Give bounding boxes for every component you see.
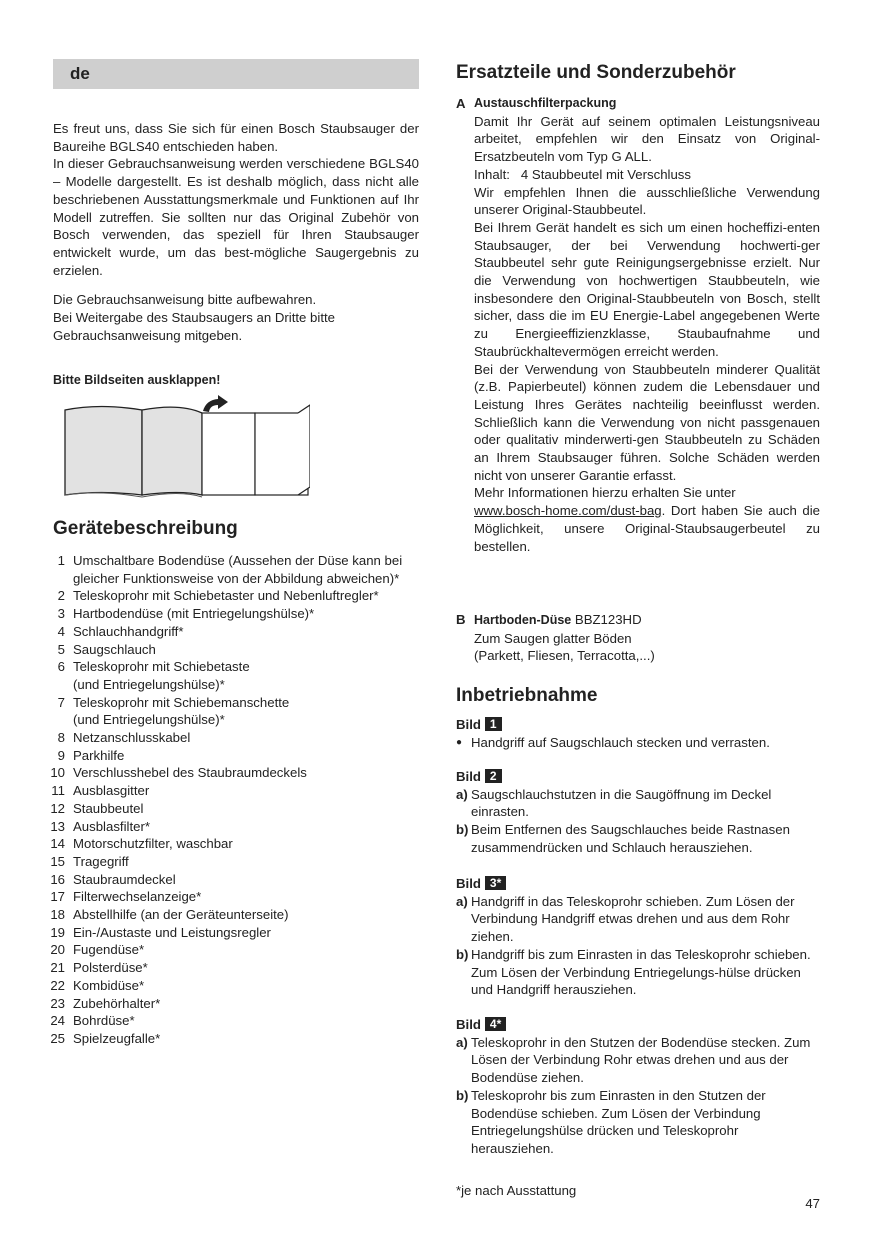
item-number: 20 xyxy=(50,942,65,958)
paragraph: Bei der Verwendung von Staubbeuteln minderer Qualität (z.B. Papierbeutel) können zudem die Lebensdauer und Leistung Ihres Gerätes nachteilig beeinflusst werden. Schließlich kann die Verwendung von nicht passgenauen oder qualitativ minderwerti-gen Staubbeuteln zu Schäden an Ihrem Staubsauger führen. Solche Schäden werden nicht von unserer Garantie erfasst. xyxy=(474,361,820,483)
text-line: Zum Saugen glatter Böden xyxy=(474,630,632,646)
fold-out-pages-illustration xyxy=(60,395,310,500)
dust-bag-link[interactable]: www.bosch-home.com/dust-bag xyxy=(474,503,662,519)
language-label: de xyxy=(70,64,90,83)
figure-badge: 3* xyxy=(485,876,506,890)
item-number: 4 xyxy=(57,623,65,639)
section-title: Inbetriebnahme xyxy=(456,685,598,706)
list-item xyxy=(43,623,419,641)
step-letter: a) xyxy=(456,893,468,909)
page-number: 47 xyxy=(805,1196,820,1211)
figure-badge: 1 xyxy=(485,717,502,731)
item-text: Staubbeutel xyxy=(73,800,144,816)
step-text: Teleskoprohr in den Stutzen der Bodendüse stecken. Zum Lösen der Verbindung Rohr etwas drehen und aus der Bodendüse ziehen. xyxy=(471,1034,811,1086)
item-text: Umschaltbare Bodendüse (Aussehen der Düse kann bei gleicher Funktionsweise von der Abbildung abweichen)* xyxy=(73,553,403,586)
list-item xyxy=(43,959,419,977)
list-item xyxy=(43,853,419,871)
item-number: 8 xyxy=(57,730,65,746)
step-text: Handgriff in das Teleskoprohr schieben. Zum Lösen der Verbindung Handgriff etwas drehen und aus dem Rohr ziehen. xyxy=(471,893,795,945)
parts-list xyxy=(43,552,419,1048)
list-item xyxy=(43,800,419,818)
list-item xyxy=(43,977,419,995)
list-item xyxy=(43,906,419,924)
figure-3-steps xyxy=(456,875,820,999)
item-number: 11 xyxy=(51,783,65,799)
item-text: Tragegriff xyxy=(73,853,129,869)
item-number: 25 xyxy=(50,1030,65,1046)
fold-note: Bitte Bildseiten ausklappen! xyxy=(53,373,221,387)
item-number: 19 xyxy=(50,924,65,940)
list-item xyxy=(43,587,419,605)
item-text: Schlauchhandgriff* xyxy=(73,623,184,639)
step-letter: a) xyxy=(456,1034,468,1050)
item-title: Austauschfilterpackung xyxy=(474,96,617,110)
step-text: Handgriff auf Saugschlauch stecken und verrasten. xyxy=(471,734,770,750)
item-text: Ausblasgitter xyxy=(73,783,150,799)
item-number: 15 xyxy=(50,853,65,869)
list-item xyxy=(43,694,419,729)
item-text: Motorschutzfilter, waschbar xyxy=(73,836,233,852)
fold-arrow-icon xyxy=(203,395,228,412)
bild-label: Bild xyxy=(456,769,481,784)
bild-label: Bild xyxy=(456,717,481,732)
intro-paragraph: Es freut uns, dass Sie sich für einen Bosch Staubsauger der Baureihe BGLS40 entschieden haben. xyxy=(53,121,419,154)
paragraph: Inhalt: 4 Staubbeutel mit Verschluss xyxy=(474,166,691,182)
item-text: Staubraumdeckel xyxy=(73,871,176,887)
item-number: 24 xyxy=(50,1013,65,1029)
figure-badge: 2 xyxy=(485,769,502,783)
paragraph: Mehr Informationen hierzu erhalten Sie unter xyxy=(474,485,736,501)
item-text: Teleskoprohr mit Schiebetaste (und Entriegelungshülse)* xyxy=(73,659,250,692)
bild-label: Bild xyxy=(456,876,481,891)
figure-badge: 4* xyxy=(485,1017,506,1031)
item-text: Spielzeugfalle* xyxy=(73,1030,161,1046)
figure-4-steps xyxy=(456,1016,820,1158)
intro-paragraph: Die Gebrauchsanweisung bitte aufbewahren. xyxy=(53,292,317,308)
figure-1-steps xyxy=(456,716,820,751)
list-item xyxy=(43,641,419,659)
list-item xyxy=(43,1030,419,1048)
item-number: 12 xyxy=(50,800,65,816)
list-item xyxy=(43,941,419,959)
step-text: Beim Entfernen des Saugschlauches beide Rastnasen zusammendrücken und Schlauch herausziehen. xyxy=(471,822,790,855)
item-text: Hartbodendüse (mit Entriegelungshülse)* xyxy=(73,606,315,622)
text-line: (Parkett, Fliesen, Terracotta,...) xyxy=(474,648,655,664)
spare-part-b xyxy=(456,611,820,665)
intro xyxy=(53,120,419,344)
item-text: Filterwechselanzeige* xyxy=(73,889,202,905)
section-title: Gerätebeschreibung xyxy=(53,518,238,539)
step-letter: b) xyxy=(456,822,469,838)
item-text: Teleskoprohr mit Schiebetaster und Nebenluftregler* xyxy=(73,588,379,604)
item-letter: B xyxy=(456,612,466,627)
step-text: Teleskoprohr bis zum Einrasten in den Stutzen der Bodendüse schieben. Zum Lösen der Verbindung Entriegelungshülse drücken und Teleskoprohr herausziehen. xyxy=(471,1087,766,1156)
item-text: Abstellhilfe (an der Geräteunterseite) xyxy=(73,907,289,923)
item-text: Polsterdüse* xyxy=(73,960,148,976)
item-text: Ausblasfilter* xyxy=(73,818,150,834)
item-number: 14 xyxy=(50,836,65,852)
item-number: 13 xyxy=(50,818,65,834)
list-item xyxy=(43,658,419,693)
item-text: Zubehörhalter* xyxy=(73,995,161,1011)
item-number: 22 xyxy=(50,977,65,993)
paragraph: Damit Ihr Gerät auf seinem optimalen Leistungsniveau arbeitet, empfehlen wir den Einsatz von Original-Ersatzbeuteln vom Typ G ALL. xyxy=(474,113,820,165)
paragraph: Bei Ihrem Gerät handelt es sich um einen hocheffizi-enten Staubsauger, der bei Verwendung hochwerti-ger Staubbeutel sehr gute Reinigungsergebnisse erzielt. Nur die Verwendung von hochwertigen Staubbeuteln, wie insbesondere den Original-Staubbeuteln von Bosch, stellt sicher, dass die im EU Energie-Label angegebenen Werte zu Energieeffizienzklasse, Staubaufnahme und Staubrückhaltevermögen erreicht werden. xyxy=(474,219,820,359)
list-item xyxy=(43,552,419,587)
footnote: *je nach Ausstattung xyxy=(456,1183,577,1198)
intro-paragraph: In dieser Gebrauchsanweisung werden verschiedene BGLS40 – Modelle dargestellt. Es ist deshalb möglich, dass nicht alle beschriebenen Ausstattungsmerkmale und Funktionen auf Ihr Modell zutreffen. Sie sollten nur das Original Zubehör von Bosch verwenden, das speziell für Ihren Staubsauger entwickelt wurde, um das best-mögliche Saugergebnis zu erzielen. xyxy=(53,156,419,278)
item-number: 16 xyxy=(50,871,65,887)
item-number: 21 xyxy=(50,960,65,976)
list-item xyxy=(43,888,419,906)
list-item xyxy=(43,764,419,782)
item-number: 1 xyxy=(57,553,65,568)
intro-paragraph: Gebrauchsanweisung mitgeben. xyxy=(53,327,243,343)
item-text: Verschlusshebel des Staubraumdeckels xyxy=(73,765,307,781)
item-text: Ein-/Austaste und Leistungsregler xyxy=(73,924,271,940)
item-number: 6 xyxy=(57,659,65,675)
intro-paragraph: Bei Weitergabe des Staubsaugers an Dritte bitte xyxy=(53,310,335,326)
bullet-icon: ● xyxy=(456,736,463,748)
list-item xyxy=(43,995,419,1013)
bild-label: Bild xyxy=(456,1017,481,1032)
item-title: Hartboden-Düse xyxy=(474,613,572,627)
step-text: Handgriff bis zum Einrasten in das Teleskoprohr schieben. Zum Lösen der Verbindung Entriegelungs-hülse drücken und Handgriff herausziehen. xyxy=(471,946,811,998)
item-text: Saugschlauch xyxy=(73,641,156,657)
step-letter: b) xyxy=(456,946,469,962)
item-number: 17 xyxy=(50,889,65,905)
item-number: 18 xyxy=(50,907,65,923)
step-text: Saugschlauchstutzen in die Saugöffnung im Deckel einrasten. xyxy=(471,786,772,820)
item-number: 3 xyxy=(57,606,65,622)
item-text: Bohrdüse* xyxy=(73,1013,135,1029)
model-number: BBZ123HD xyxy=(571,612,642,627)
list-item xyxy=(43,924,419,942)
item-number: 23 xyxy=(50,995,65,1011)
language-bar xyxy=(53,59,419,89)
item-number: 10 xyxy=(50,765,65,781)
item-number: 9 xyxy=(57,747,65,763)
list-item xyxy=(43,747,419,765)
item-text: Teleskoprohr mit Schiebemanschette (und Entriegelungshülse)* xyxy=(73,694,290,728)
figure-2-steps xyxy=(456,768,820,857)
item-text: Parkhilfe xyxy=(73,747,125,763)
section-title: Ersatzteile und Sonderzubehör xyxy=(456,62,736,83)
item-text: Netzanschlusskabel xyxy=(73,730,191,746)
list-item xyxy=(43,782,419,800)
item-letter: A xyxy=(456,96,466,111)
list-item xyxy=(43,835,419,853)
spare-part-a xyxy=(456,95,820,555)
paragraph: Wir empfehlen Ihnen die ausschließliche Verwendung unserer Original-Staubbeutel. xyxy=(474,184,820,218)
list-item xyxy=(43,729,419,747)
list-item xyxy=(43,818,419,836)
list-item xyxy=(43,605,419,623)
step-letter: b) xyxy=(456,1087,469,1103)
list-item xyxy=(43,1012,419,1030)
step-letter: a) xyxy=(456,786,468,802)
item-number: 5 xyxy=(57,641,65,657)
list-item xyxy=(43,871,419,889)
paragraph: . Dort haben Sie auch die Möglichkeit, unsere Original-Staubsaugerbeutel zu bestellen. xyxy=(474,503,820,554)
item-number: 7 xyxy=(57,694,65,710)
item-number: 2 xyxy=(57,588,65,604)
item-text: Kombidüse* xyxy=(73,977,145,993)
item-text: Fugendüse* xyxy=(73,942,145,958)
